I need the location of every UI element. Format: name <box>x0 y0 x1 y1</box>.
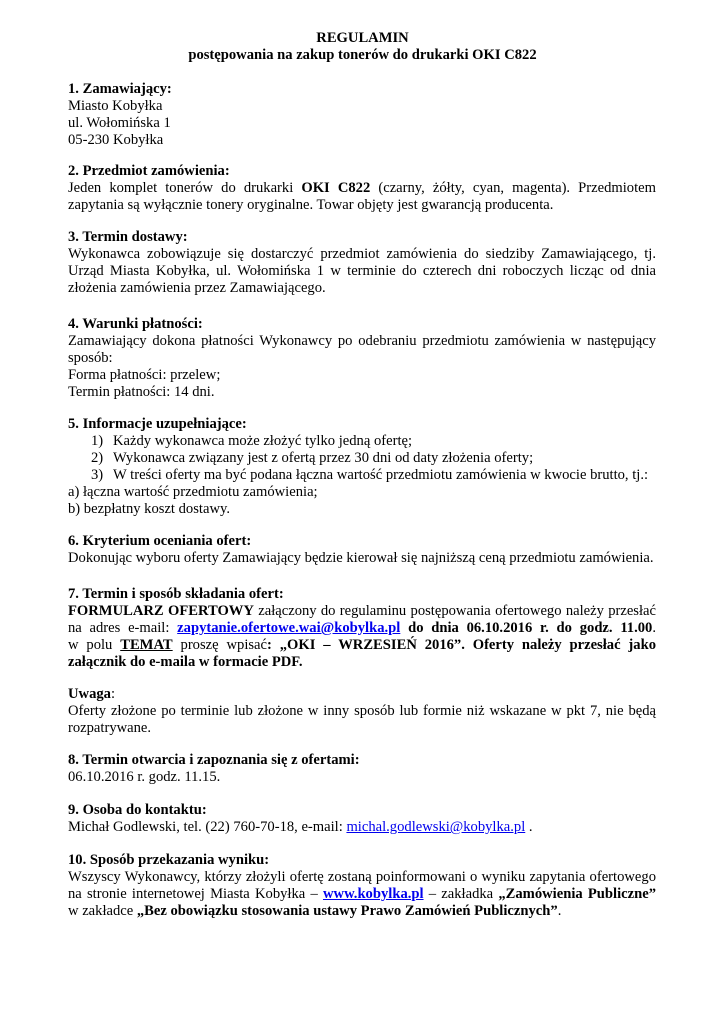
section-3-line: złożenia zamówienia przez Zamawiającego. <box>68 280 326 296</box>
section-8-heading: 8. Termin otwarcia i zapoznania się z ofertami: <box>68 752 360 768</box>
section-6-line: Dokonując wyboru oferty Zamawiający będzie kierował się najniższą ceną przedmiotu zamówienia. <box>68 550 654 566</box>
note-line: Oferty złożone po terminie lub złożone w inny sposób lub formie niż wskazane w pkt 7, nie będą <box>68 703 656 719</box>
section-7-line: w polu TEMAT proszę wpisać: „OKI – WRZESIEŃ 2016”. Oferty należy przesłać jako <box>68 637 656 653</box>
note-line: rozpatrywane. <box>68 720 152 736</box>
document-subtitle: postępowania na zakup tonerów do drukarki OKI C822 <box>188 47 537 63</box>
list-item: 3) W treści oferty ma być podana łączna wartość przedmiotu zamówienia w kwocie brutto, tj.: <box>91 467 649 483</box>
sub-item: b) bezpłatny koszt dostawy. <box>68 501 230 517</box>
note-heading: Uwaga: <box>68 686 116 702</box>
list-item: 1) Każdy wykonawca może złożyć tylko jedną ofertę; <box>91 433 413 449</box>
section-7-heading: 7. Termin i sposób składania ofert: <box>68 586 284 602</box>
section-10-heading: 10. Sposób przekazania wyniku: <box>68 852 270 868</box>
section-2-heading: 2. Przedmiot zamówienia: <box>68 163 230 179</box>
section-7-line: FORMULARZ OFERTOWY załączony do regulaminu postępowania ofertowego należy przesłać <box>68 603 657 619</box>
section-3-line: Wykonawca zobowiązuje się dostarczyć przedmiot zamówienia do siedziby Zamawiającego, tj. <box>68 246 656 262</box>
section-4-line: Forma płatności: przelew; <box>68 367 221 383</box>
section-10-line: Wszyscy Wykonawcy, którzy złożyli ofertę zostaną poinformowani o wyniku zapytania ofertowego <box>68 869 656 885</box>
section-1-line: Miasto Kobyłka <box>68 98 163 114</box>
section-4-line: Zamawiający dokona płatności Wykonawcy po odebraniu przedmiotu zamówienia w następujący <box>68 333 656 349</box>
section-5-heading: 5. Informacje uzupełniające: <box>68 416 247 432</box>
section-2-line: Jeden komplet tonerów do drukarki OKI C822 (czarny, żółty, cyan, magenta). Przedmiotem <box>68 180 656 196</box>
document-title: REGULAMIN <box>316 30 409 46</box>
list-item: 2) Wykonawca związany jest z ofertą przez 30 dni od daty złożenia oferty; <box>91 450 534 466</box>
section-1-heading: 1. Zamawiający: <box>68 81 172 97</box>
section-1-line: ul. Wołomińska 1 <box>68 115 171 131</box>
section-8-line: 06.10.2016 r. godz. 11.15. <box>68 769 221 785</box>
sub-item: a) łączna wartość przedmiotu zamówienia; <box>68 484 318 500</box>
section-3-heading: 3. Termin dostawy: <box>68 229 188 245</box>
section-7-line: załącznik do e-maila w formacie PDF. <box>68 654 303 670</box>
section-9-line: Michał Godlewski, tel. (22) 760-70-18, e-mail: michal.godlewski@kobylka.pl . <box>68 819 533 835</box>
website-link[interactable]: www.kobylka.pl <box>322 886 424 902</box>
section-3-line: Urząd Miasta Kobyłka, ul. Wołomińska 1 w terminie do czterech dni roboczych licząc od dnia <box>68 263 656 279</box>
section-4-line: Termin płatności: 14 dni. <box>68 384 215 400</box>
contact-email-link[interactable]: michal.godlewski@kobylka.pl <box>346 819 526 835</box>
section-6-heading: 6. Kryterium oceniania ofert: <box>68 533 252 549</box>
section-4-heading: 4. Warunki płatności: <box>68 316 203 332</box>
section-7-line: na adres e-mail: zapytanie.ofertowe.wai@kobylka.pl do dnia 06.10.2016 r. do godz. 11.00. <box>68 620 657 636</box>
section-9-heading: 9. Osoba do kontaktu: <box>68 802 207 818</box>
section-10-line: na stronie internetowej Miasta Kobyłka – www.kobylka.pl – zakładka „Zamówienia Publiczne” <box>68 886 656 902</box>
section-1-line: 05-230 Kobyłka <box>68 132 164 148</box>
offer-email-link[interactable]: zapytanie.ofertowe.wai@kobylka.pl <box>177 620 401 636</box>
section-2-line: zapytania są wyłącznie tonery oryginalne. Towar objęty jest gwarancją producenta. <box>68 197 554 213</box>
section-4-line: sposób: <box>68 350 113 366</box>
section-10-line: w zakładce „Bez obowiązku stosowania ustawy Prawo Zamówień Publicznych”. <box>68 903 562 919</box>
